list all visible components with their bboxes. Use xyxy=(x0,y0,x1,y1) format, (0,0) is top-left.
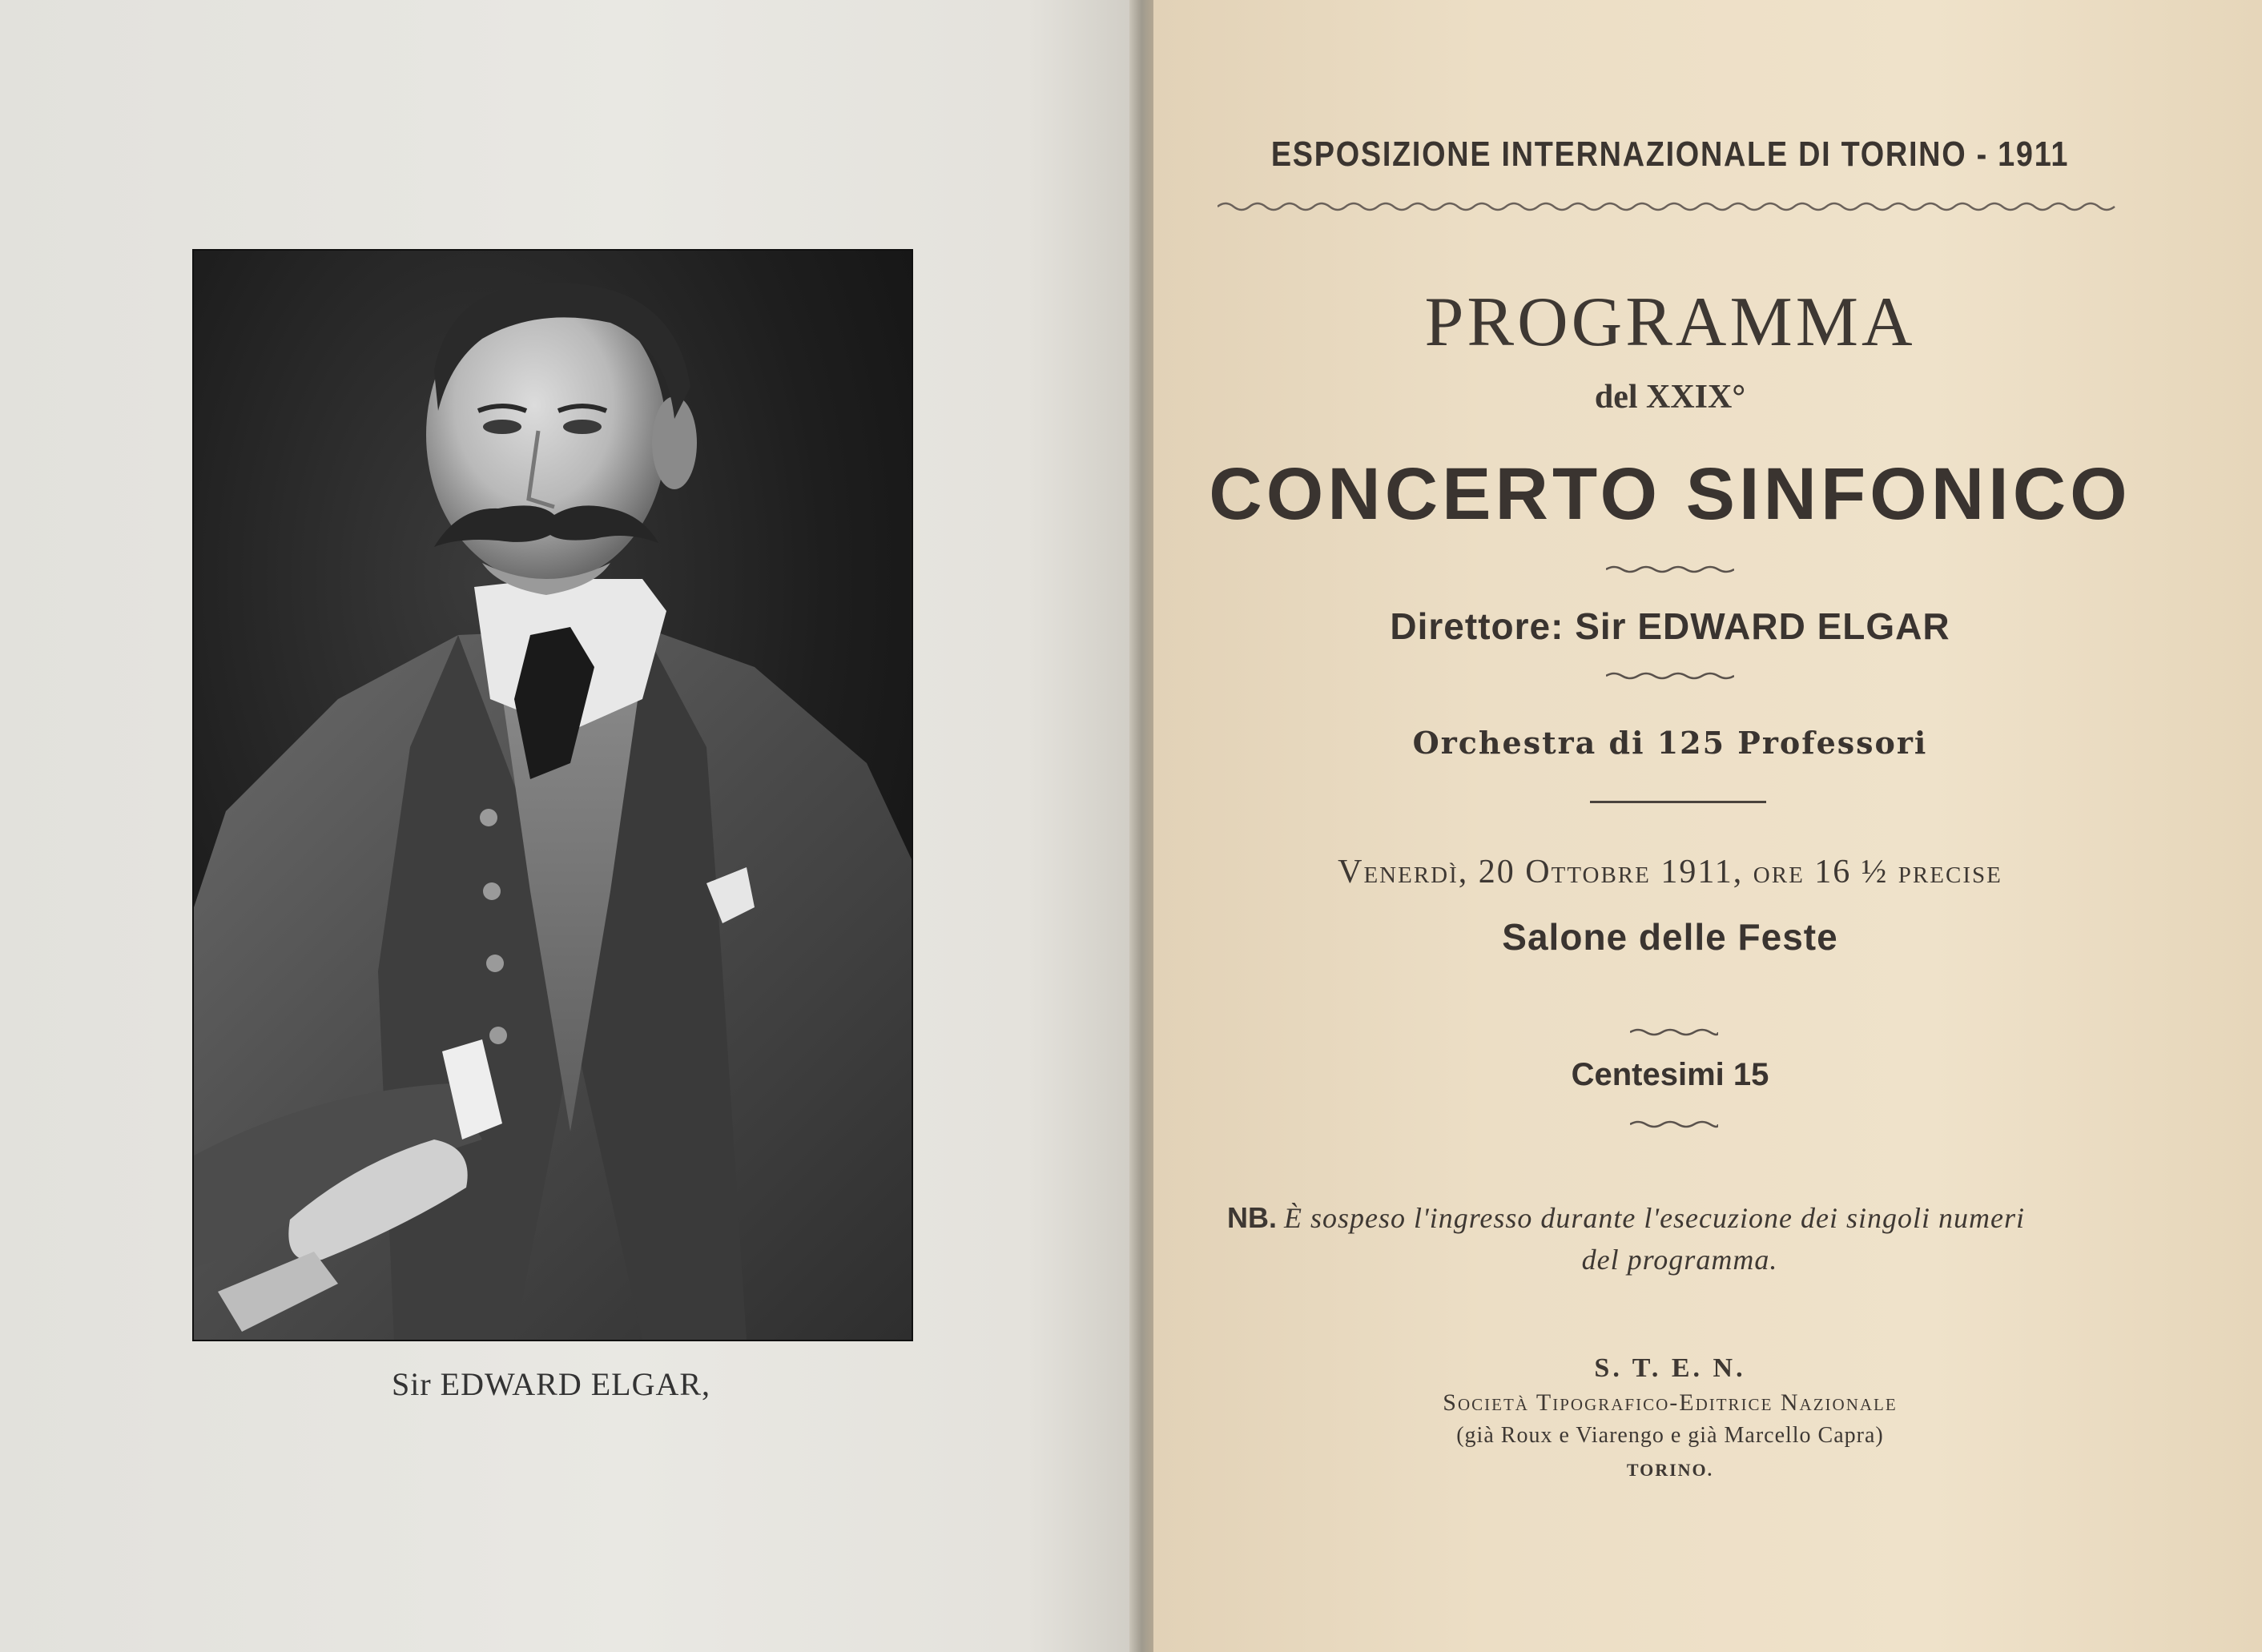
price-line: Centesimi 15 xyxy=(1571,1057,1769,1092)
orchestra-line: Orchestra di 125 Professori xyxy=(1412,725,1928,761)
date-time-line: Venerdì, 20 Ottobre 1911, ore 16 ½ precise xyxy=(1338,854,2002,890)
exhibition-heading: ESPOSIZIONE INTERNAZIONALE DI TORINO - 1911 xyxy=(1270,135,2070,174)
wavy-divider xyxy=(1630,1027,1718,1037)
horizontal-rule xyxy=(1590,801,1766,803)
notice-text-line1: È sospeso l'ingresso durante l'esecuzione dei singoli numeri xyxy=(1284,1202,2025,1234)
wavy-divider xyxy=(1630,1119,1718,1129)
notice-text-line2: del programma. xyxy=(1581,1244,1778,1276)
printer-abbreviation: S. T. E. N. xyxy=(1594,1353,1746,1383)
printer-name: Società Tipografico-Editrice Nazionale xyxy=(1443,1389,1898,1416)
printer-city: TORINO. xyxy=(1626,1460,1714,1480)
right-page xyxy=(1153,0,2262,1652)
venue-line: Salone delle Feste xyxy=(1502,916,1838,958)
wavy-divider xyxy=(1606,671,1734,681)
printer-former-names: (già Roux e Viarengo e già Marcello Capra) xyxy=(1456,1423,1884,1448)
portrait-photograph xyxy=(192,249,913,1341)
notice-label: NB. xyxy=(1227,1201,1277,1234)
conductor-line: Direttore: Sir EDWARD ELGAR xyxy=(1390,605,1950,647)
entry-notice xyxy=(1227,1197,2132,1280)
photo-caption: Sir EDWARD ELGAR, xyxy=(391,1366,711,1402)
book-gutter xyxy=(1129,0,1157,1652)
concert-title: CONCERTO SINFONICO xyxy=(1209,453,2131,535)
wavy-divider-long xyxy=(1218,200,2123,213)
programma-title: PROGRAMMA xyxy=(1424,283,1916,361)
portrait-image xyxy=(194,251,912,1340)
wavy-divider xyxy=(1606,565,1734,574)
concert-number: del XXIX° xyxy=(1594,379,1746,416)
